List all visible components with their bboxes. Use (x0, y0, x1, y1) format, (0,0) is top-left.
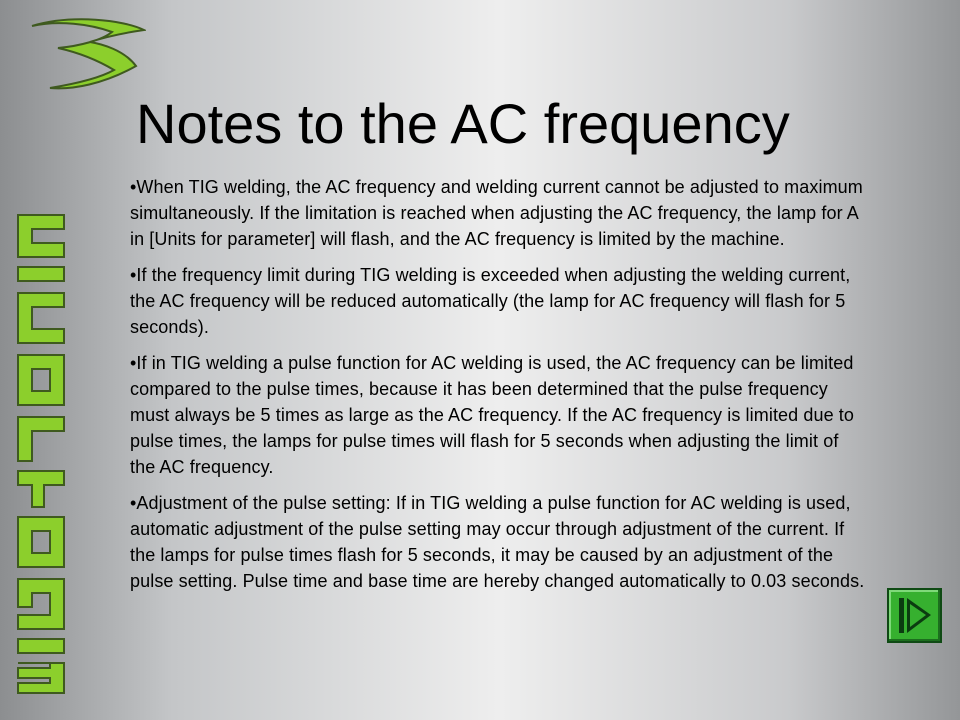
migatronic-wordmark-logo (10, 205, 72, 700)
note-text: If the frequency limit during TIG welding is exceeded when adjusting the welding current, the AC frequency will be reduced automatically (the lamp for AC frequency will flash for 5 seconds). (130, 265, 851, 337)
bullet: • (130, 177, 137, 197)
note-text: If in TIG welding a pulse function for AC welding is used, the AC frequency can be limited compared to the pulse times, because it has been determined that the pulse frequency must always be 5 times as large as the AC frequency. If the AC frequency is limited due to pulse times, the lamps for pulse times will flash for 5 seconds when adjusting the limit of the AC frequency. (130, 353, 855, 477)
note-paragraph-2 (130, 262, 865, 340)
end-of-show-icon (889, 590, 940, 641)
note-paragraph-3 (130, 350, 865, 480)
migatronic-swoosh-logo (28, 18, 146, 100)
notes-body (130, 174, 865, 604)
slide-title: Notes to the AC frequency (136, 92, 790, 155)
note-text: When TIG welding, the AC frequency and welding current cannot be adjusted to maximum simultaneously. If the limitation is reached when adjusting the AC frequency, the lamp for A in [Units for parameter] will flash, and the AC frequency is limited by the machine. (130, 177, 863, 249)
note-paragraph-4 (130, 490, 865, 594)
bullet: • (130, 353, 137, 373)
bullet: • (130, 265, 137, 285)
end-show-button[interactable] (887, 588, 942, 643)
note-text: Adjustment of the pulse setting: If in TIG welding a pulse function for AC welding is used, automatic adjustment of the pulse setting may occur through adjustment of the current. If the lamps for pulse times flash for 5 seconds, it may be caused by an adjustment of the pulse setting. Pulse time and base time are hereby changed automatically to 0.03 seconds. (130, 493, 865, 591)
note-paragraph-1 (130, 174, 865, 252)
bullet: • (130, 493, 137, 513)
